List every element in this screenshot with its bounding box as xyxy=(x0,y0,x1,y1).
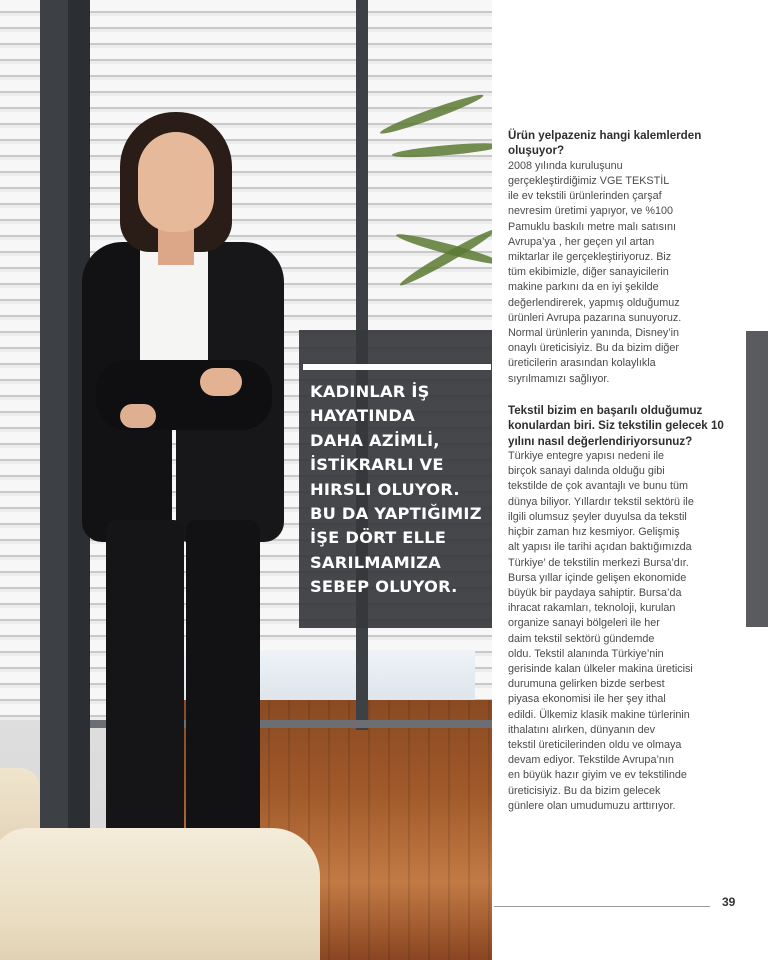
page-number: 39 xyxy=(722,895,736,909)
interview-answer: 2008 yılında kuruluşunu gerçekleştirdiğimiz VGE TEKSTİL ile ev tekstili ürünlerinden çarşaf nevresim üretimi yapıyor, ve %100 Pamuklu baskılı metre malı satısını Avrupa’ya , her geçen yıl artan miktarlar ile gerçekleştiriyoruz. Biz tüm ekibimizle, diğer sanayicilerin makine parkını da en iyi şekilde değerlendirerek, yapmış olduğumuz ürünleri Avrupa pazarına sunuyoruz. Normal ürünlerin yanında, Disney’in onaylı üreticisiyiz. Bu da bizim diğer üreticilerin arasından kolaylıkla sıyrılmamızı sağlıyor. xyxy=(508,159,682,385)
pull-quote-rule xyxy=(303,364,491,370)
interview-question: Ürün yelpazeniz hangi kalemlerden oluşuyor? xyxy=(508,129,702,158)
window-blinds-left xyxy=(0,0,40,720)
article-column xyxy=(508,128,734,814)
woman-face xyxy=(138,132,214,232)
pull-quote-text: KADINLAR İŞ HAYATINDA DAHA AZİMLİ, İSTİKRARLI VE HIRSLI OLUYOR. BU DA YAPTIĞIMIZ İŞE DÖRT ELLE SARILMAMIZA SEBEP OLUYOR. xyxy=(310,382,482,597)
woman-hand xyxy=(120,404,156,428)
woman-leg xyxy=(186,520,260,850)
woman-hand xyxy=(200,368,242,396)
interview-question: Tekstil bizim en başarılı olduğumuz konulardan biri. Siz tekstilin gelecek 10 yılını nasıl değerlendiriyorsunuz? xyxy=(508,403,724,448)
footer-rule xyxy=(494,906,710,907)
woman-leg xyxy=(106,520,184,850)
interview-answer: Türkiye entegre yapısı nedeni ile birçok sanayi dalında olduğu gibi tekstilde de çok avantajlı ve bunu tüm dünya biliyor. Yıllardır tekstil sektörü ile ilgili olumsuz şeyler duyulsa da tekstil hiçbir zaman hız kesmiyor. Gelişmiş alt yapısı ile tarihi açıdan baktığımızda Türkiye’ de tekstilin merkezi Bursa’dır. Bursa yıllar içinde gelişen ekonomide büyük bir paydaya sahiptir. Bursa’da ihracat rakamları, teknoloji, kurulan organize sanayi bölgeleri ile her daim tekstil sektörü gündemde oldu. Tekstil alanında Türkiye’nin gerisinde kalan ülkeler makina üreticisi durumuna gelirken bizde serbest piyasa ekonomisi ile her şey ithal edildi. Ülkemiz klasik makine türlerinin ithalatını alırken, dünyanın dev tekstil üreticilerinden oldu ve olmaya devam ediyor. Tekstilde Avrupa’nın en büyük hazır giyim ve ev tekstilinde üreticisiyiz. Bu da bizim gelecek günlere olan umudumuzu arttırıyor. xyxy=(508,450,694,812)
sofa xyxy=(0,828,320,960)
section-tab xyxy=(746,331,768,627)
